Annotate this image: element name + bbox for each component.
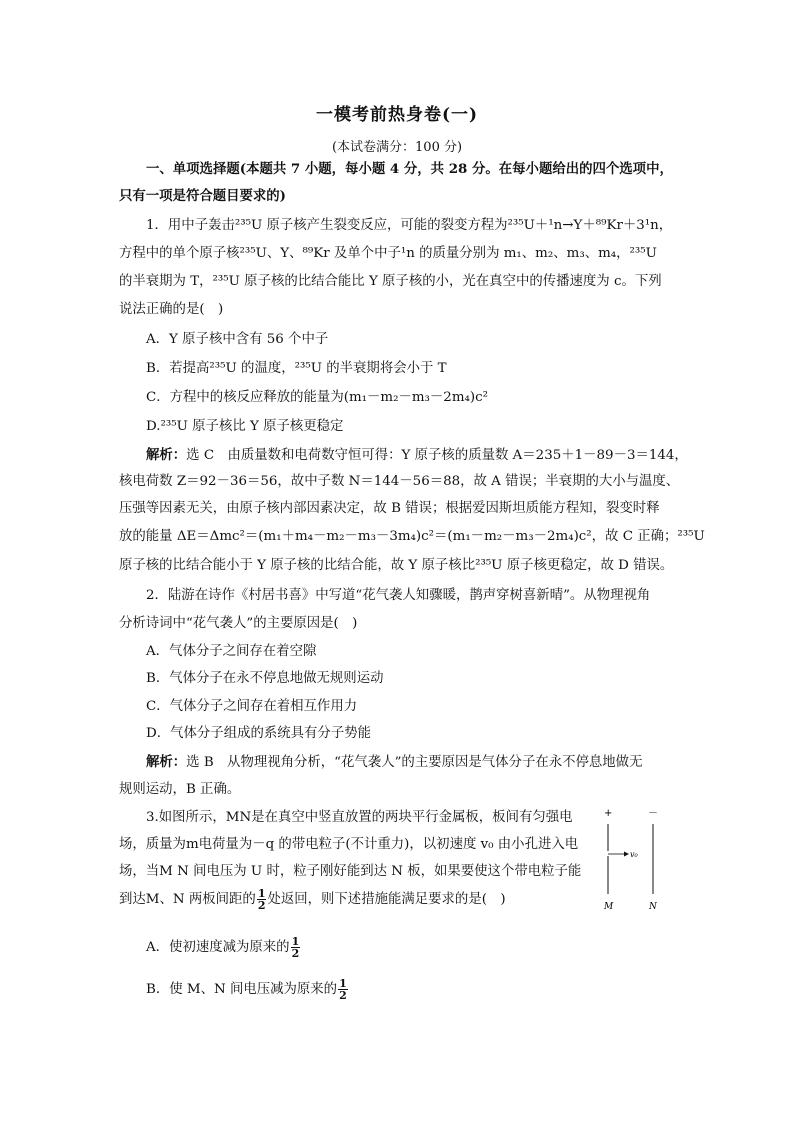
- q2-option-c: C．气体分子之间存在着相互作用力: [146, 699, 358, 714]
- arrow-head: [624, 852, 629, 857]
- label-m: M: [604, 902, 614, 912]
- fraction-denominator: 2: [339, 989, 347, 1002]
- q2-stem: 分析诗词中“花气袭人”的主要原因是( ): [119, 616, 358, 631]
- label-n: N: [649, 902, 657, 912]
- q2-option-a: A．气体分子之间存在着空隙: [146, 644, 317, 659]
- q2-solution: 规则运动，B 正确。: [119, 782, 241, 797]
- q2-option-d: D．气体分子组成的系统具有分子势能: [146, 726, 371, 741]
- page-title: 一模考前热身卷(一): [315, 105, 479, 125]
- fraction: [291, 936, 301, 959]
- section-heading: 一、单项选择题(本题共 7 小题，每小题 4 分，共 28 分。在每小题给出的四个选项中，: [146, 161, 673, 177]
- fraction-numerator: 1: [257, 887, 266, 900]
- q1-stem: 说法正确的是( ): [119, 302, 224, 317]
- q3-stem-part: 到达M、N 两板间距的: [119, 892, 256, 907]
- q2-stem: 2．陆游在诗作《村居书喜》中写道“花气袭人知骤暖，鹊声穿树喜新晴”。从物理视角: [146, 588, 651, 603]
- solution-label: 解析：: [146, 754, 187, 770]
- minus-sign: －: [648, 808, 658, 819]
- fraction: [257, 888, 267, 911]
- q1-option-b: B．若提高²³⁵U 的温度，²³⁵U 的半衰期将会小于 T: [146, 361, 447, 376]
- solution-text: 选 C 由质量数和电荷数守恒可得：Y 原子核的质量数 A＝235＋1－89－3＝144，: [186, 448, 688, 463]
- option-text: A．使初速度减为原来的: [146, 940, 290, 955]
- q3-stem: 场，质量为m电荷量为－q 的带电粒子(不计重力)，以初速度 v₀ 由小孔进入电: [119, 837, 579, 852]
- q3-stem: 3.如图所示，MN是在真空中竖直放置的两块平行金属板，板间有匀强电: [146, 810, 573, 825]
- fraction-denominator: 2: [291, 947, 300, 960]
- fraction-numerator: 1: [291, 935, 300, 948]
- option-text: B．使 M、N 间电压减为原来的: [146, 982, 338, 997]
- section-heading-cont: 只有一项是符合题目要求的): [119, 188, 287, 204]
- q1-stem: 的半衰期为 T，²³⁵U 原子核的比结合能比 Y 原子核的小，光在真空中的传播速度为 c。下列: [119, 274, 662, 289]
- velocity-label: v₀: [630, 850, 638, 859]
- q1-stem: 方程中的单个原子核²³⁵U、Y、⁸⁹Kr 及单个中子¹n 的质量分别为 m₁、m₂、m₃、m₄，²³⁵U: [119, 246, 657, 261]
- page-subtitle: (本试卷满分：100 分): [331, 140, 463, 155]
- fraction: [338, 978, 348, 1001]
- fraction-numerator: 1: [339, 977, 347, 990]
- solution-label: 解析：: [146, 447, 187, 463]
- q3-option-b: [146, 978, 349, 1001]
- fraction-denominator: 2: [257, 899, 266, 912]
- q1-solution: 压强等因素无关，由原子核内部因素决定，故 B 错误；根据爱因斯坦质能方程知，裂变时释: [119, 501, 660, 516]
- q1-option-d: D.²³⁵U 原子核比 Y 原子核更稳定: [146, 419, 344, 434]
- q3-stem: [119, 888, 506, 911]
- q1-solution: [146, 446, 688, 465]
- q1-option-a: A．Y 原子核中含有 56 个中子: [146, 332, 329, 347]
- solution-text: 选 B 从物理视角分析，“花气袭人”的主要原因是气体分子在永不停息地做无: [186, 755, 643, 770]
- q2-option-b: B．气体分子在永不停息地做无规则运动: [146, 671, 384, 686]
- q1-solution: 核电荷数 Z＝92－36＝56，故中子数 N＝144－56＝88，故 A 错误；半衰期的大小与温度、: [119, 474, 680, 489]
- q1-stem: 1．用中子轰击²³⁵U 原子核产生裂变反应，可能的裂变方程为²³⁵U＋¹n→Y＋⁸⁹Kr＋3¹n，: [146, 218, 673, 233]
- plus-sign: +: [604, 808, 613, 819]
- q1-solution: 原子核的比结合能小于 Y 原子核的比结合能，故 Y 原子核比²³⁵U 原子核更稳定，故 D 错误。: [119, 558, 674, 573]
- q1-solution: 放的能量 ΔE＝Δmc²＝(m₁＋m₄－m₂－m₃－3m₄)c²＝(m₁－m₂－m₃－2m₄)c²，故 C 正确；²³⁵U: [119, 529, 705, 544]
- q2-solution: [146, 753, 642, 772]
- q3-stem-part: 处返回，则下述措施能满足要求的是( ): [267, 892, 506, 907]
- q1-option-c: C．方程中的核反应释放的能量为(m₁－m₂－m₃－2m₄)c²: [146, 390, 488, 405]
- parallel-plates-figure: [596, 806, 666, 916]
- q3-stem: 场，当M N 间电压为 U 时，粒子刚好能到达 N 板，如果要使这个带电粒子能: [119, 864, 582, 879]
- q3-option-a: [146, 936, 301, 959]
